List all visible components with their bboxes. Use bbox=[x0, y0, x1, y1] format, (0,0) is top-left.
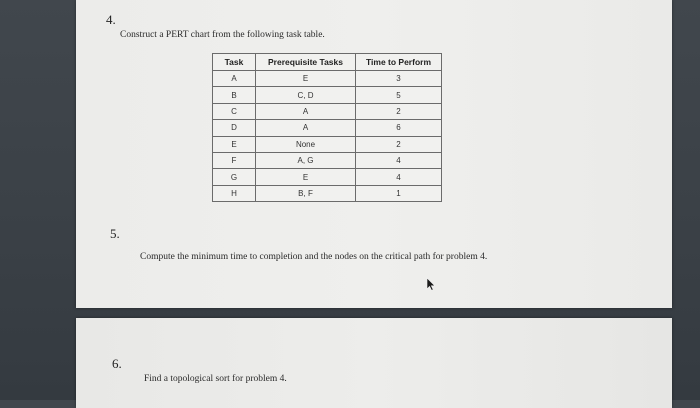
table-row bbox=[213, 136, 442, 152]
problem-5-prompt: Compute the minimum time to completion and the nodes on the critical path for problem 4. bbox=[140, 252, 488, 262]
task-cell: A bbox=[213, 71, 256, 87]
time-cell: 5 bbox=[356, 87, 442, 103]
time-cell: 4 bbox=[356, 152, 442, 168]
problem-4-prompt: Construct a PERT chart from the following task table. bbox=[120, 30, 325, 40]
table-row bbox=[213, 185, 442, 201]
problem-6-prompt: Find a topological sort for problem 4. bbox=[144, 374, 287, 384]
time-cell: 3 bbox=[356, 71, 442, 87]
task-cell: B bbox=[213, 87, 256, 103]
prerequisite-cell: B, F bbox=[256, 185, 356, 201]
prerequisite-cell: C, D bbox=[256, 87, 356, 103]
task-table bbox=[212, 53, 442, 202]
time-cell: 4 bbox=[356, 169, 442, 185]
task-cell: F bbox=[213, 152, 256, 168]
prerequisite-cell: A bbox=[256, 103, 356, 119]
task-cell: H bbox=[213, 185, 256, 201]
problem-5-number: 5. bbox=[110, 226, 120, 241]
table-row bbox=[213, 87, 442, 103]
time-cell: 6 bbox=[356, 120, 442, 136]
document-page-2 bbox=[76, 318, 672, 408]
problem-6-number: 6. bbox=[112, 356, 122, 371]
table-row bbox=[213, 103, 442, 119]
prerequisite-cell: E bbox=[256, 71, 356, 87]
prerequisite-cell: None bbox=[256, 136, 356, 152]
time-cell: 2 bbox=[356, 103, 442, 119]
problem-4-number: 4. bbox=[106, 12, 116, 27]
task-cell: E bbox=[213, 136, 256, 152]
header-time-to-perform: Time to Perform bbox=[356, 54, 442, 71]
table-row bbox=[213, 120, 442, 136]
task-cell: D bbox=[213, 120, 256, 136]
task-table-header-row bbox=[213, 54, 442, 71]
prerequisite-cell: A bbox=[256, 120, 356, 136]
table-row bbox=[213, 71, 442, 87]
header-task: Task bbox=[213, 54, 256, 71]
task-cell: G bbox=[213, 169, 256, 185]
time-cell: 1 bbox=[356, 185, 442, 201]
task-cell: C bbox=[213, 103, 256, 119]
table-row bbox=[213, 169, 442, 185]
prerequisite-cell: E bbox=[256, 169, 356, 185]
document-page-1 bbox=[76, 0, 672, 308]
time-cell: 2 bbox=[356, 136, 442, 152]
table-row bbox=[213, 152, 442, 168]
prerequisite-cell: A, G bbox=[256, 152, 356, 168]
mouse-pointer-icon bbox=[426, 277, 436, 291]
header-prerequisite-tasks: Prerequisite Tasks bbox=[256, 54, 356, 71]
